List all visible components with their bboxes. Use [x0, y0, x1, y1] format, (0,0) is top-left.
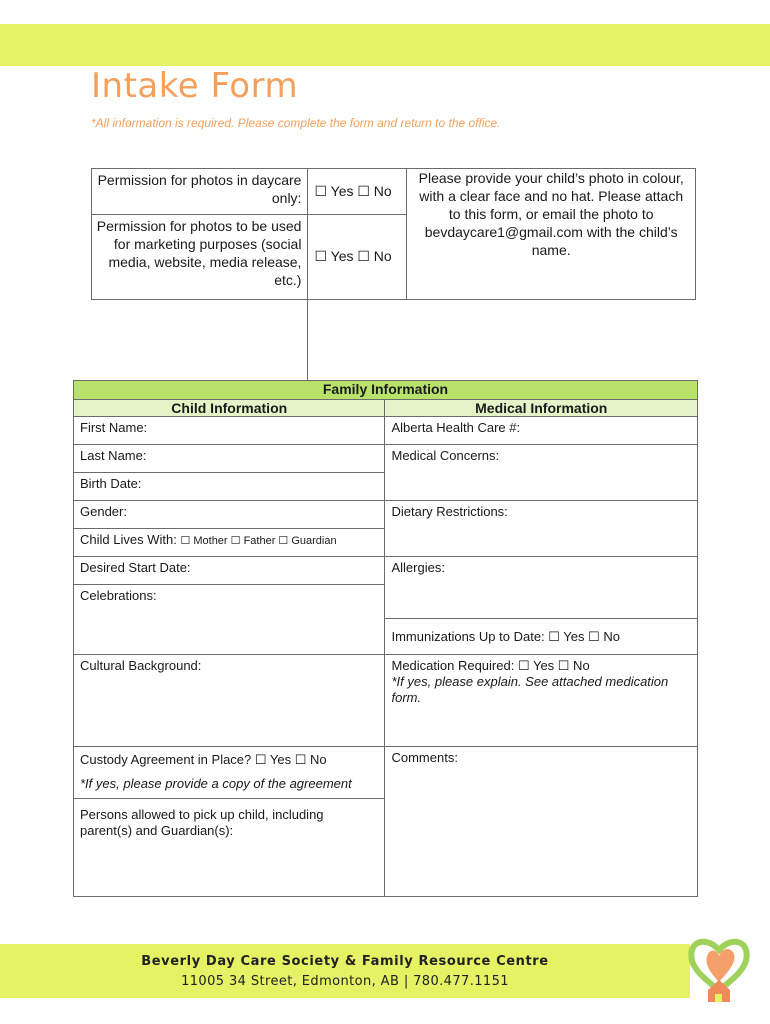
- dietary-restrictions-field[interactable]: Dietary Restrictions:: [385, 501, 698, 557]
- comments-field[interactable]: Comments:: [385, 747, 698, 897]
- health-care-number-field[interactable]: Alberta Health Care #:: [385, 417, 698, 445]
- marketing-photo-permission-options[interactable]: ☐ Yes ☐ No: [308, 214, 407, 299]
- medication-note: *If yes, please explain. See attached medication form.: [391, 674, 669, 705]
- child-lives-with-label: Child Lives With:: [80, 532, 177, 547]
- medical-concerns-field[interactable]: Medical Concerns:: [385, 445, 698, 501]
- family-information-table: [73, 380, 698, 897]
- desired-start-date-field[interactable]: Desired Start Date:: [74, 557, 385, 585]
- daycare-photo-permission-label: Permission for photos in daycare only:: [92, 169, 308, 215]
- pickup-persons-field[interactable]: Persons allowed to pick up child, including parent(s) and Guardian(s):: [74, 799, 385, 897]
- first-name-field[interactable]: First Name:: [74, 417, 385, 445]
- medication-required-field[interactable]: [385, 655, 698, 747]
- last-name-field[interactable]: Last Name:: [74, 445, 385, 473]
- child-information-header: Child Information: [74, 400, 385, 417]
- celebrations-field[interactable]: Celebrations:: [74, 585, 385, 655]
- child-lives-with-field[interactable]: [74, 529, 385, 557]
- gender-field[interactable]: Gender:: [74, 501, 385, 529]
- cultural-background-field[interactable]: Cultural Background:: [74, 655, 385, 747]
- birth-date-field[interactable]: Birth Date:: [74, 473, 385, 501]
- custody-agreement-field[interactable]: [74, 747, 385, 799]
- medication-required-label: Medication Required: ☐ Yes ☐ No: [391, 658, 590, 673]
- page-title: Intake Form: [91, 66, 299, 106]
- child-lives-with-options[interactable]: ☐ Mother ☐ Father ☐ Guardian: [180, 535, 337, 547]
- daycare-photo-permission-options[interactable]: ☐ Yes ☐ No: [308, 169, 407, 215]
- heart-house-logo-icon: [684, 932, 754, 1004]
- custody-agreement-label: Custody Agreement in Place? ☐ Yes ☐ No: [80, 752, 327, 767]
- allergies-field[interactable]: Allergies:: [385, 557, 698, 619]
- footer-organization: Beverly Day Care Society & Family Resource Centre: [141, 954, 549, 969]
- footer-address: 11005 34 Street, Edmonton, AB | 780.477.1151: [181, 974, 509, 989]
- custody-agreement-note: *If yes, please provide a copy of the agreement: [80, 776, 352, 791]
- family-information-header: Family Information: [74, 381, 698, 400]
- child-photo-instructions: Please provide your child’s photo in colour, with a clear face and no hat. Please attach to this form, or email the photo to bevdaycare1@gmail.com with the child’s name.: [407, 169, 696, 300]
- footer-banner: [0, 944, 690, 998]
- top-banner: [0, 24, 770, 66]
- immunizations-field[interactable]: Immunizations Up to Date: ☐ Yes ☐ No: [385, 619, 698, 655]
- medical-information-header: Medical Information: [385, 400, 698, 417]
- photo-permission-table: [91, 168, 696, 400]
- instructions-note: *All information is required. Please complete the form and return to the office.: [91, 116, 501, 130]
- marketing-photo-permission-label: Permission for photos to be used for marketing purposes (social media, website, media release, etc.): [92, 214, 308, 299]
